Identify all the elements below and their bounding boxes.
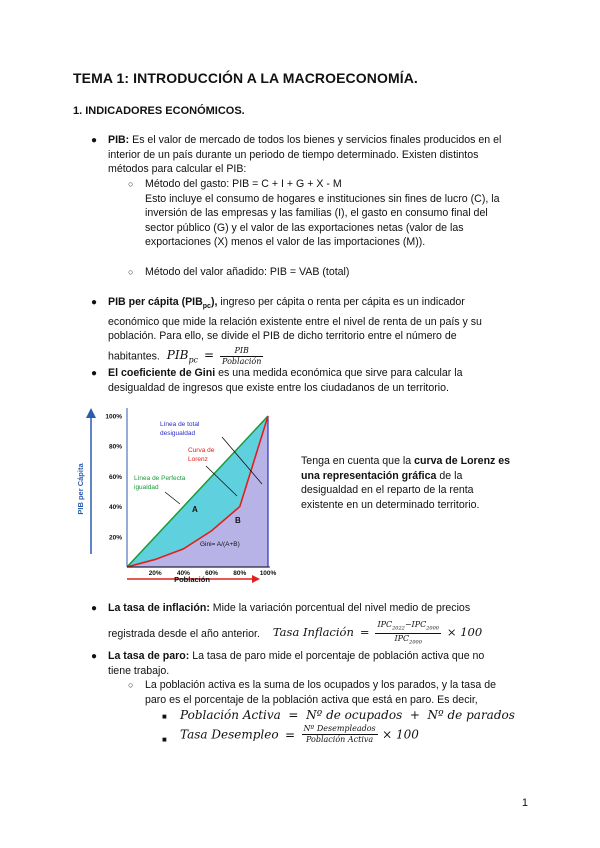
y-tick-label: 60% (108, 473, 122, 481)
gasto-text: inversión de las empresas y las familias (I), el gasto en consumo final del (145, 207, 488, 219)
times-100: × 100 (382, 727, 419, 742)
pib-paragraph (108, 133, 538, 177)
note-text: existente en un determinado territorio. (301, 498, 480, 511)
inflacion-term: La tasa de inflación: (108, 602, 210, 614)
inflacion-text: Mide la variación porcentual del nivel medio de precios (209, 602, 471, 614)
gasto-text: sector público (G) y el valor de las exportaciones netas (valor de las (145, 221, 464, 234)
pibpc-fraction: $\frac{\text{PIB}}{\text{Población}}$ (222, 345, 262, 366)
pibpc-paragraph (108, 295, 538, 368)
x-tick-label: 40% (176, 570, 190, 577)
label-total-desigualdad: desigualdad (160, 430, 196, 437)
pib-text: métodos para calcular el PIB: (108, 163, 247, 175)
lorenz-chart (72, 404, 294, 586)
gasto-text: exportaciones (X) menos el valor de las importaciones (M)). (145, 236, 426, 248)
bullet-icon: ● (91, 651, 98, 662)
bullet-icon: ● (91, 297, 98, 308)
label-perfecta-igualdad: igualdad (134, 484, 159, 491)
gini-paragraph (108, 366, 538, 395)
y-axis-label: PIB per Cápita (76, 463, 85, 515)
y-tick-label: 100% (105, 413, 122, 421)
label-curva-lorenz: Lorenz (188, 456, 208, 463)
inflacion-fraction: $\frac{IPC_{2022}-IPC_{2000}}{IPC_{2000}}$ (377, 619, 439, 646)
pibpc-text: ingreso per cápita o renta per cápita es un indicador (217, 296, 465, 308)
paro-sub-text: La población activa es la suma de los ocupados y los parados, y la tasa de (145, 679, 496, 691)
bullet-icon: ● (91, 603, 98, 614)
note-text: desigualdad en el reparto de la renta (301, 484, 474, 496)
label-area-b: B (235, 516, 241, 525)
x-tick-label: 100% (259, 570, 277, 577)
lorenz-note (301, 454, 531, 512)
bullet-icon: ● (91, 135, 98, 146)
tasa-desempleo-lhs: Tasa Desempleo (180, 727, 279, 742)
inflacion-paragraph (108, 601, 548, 646)
equals-sign: = (359, 625, 370, 640)
square-bullet-icon: ■ (162, 712, 167, 721)
x-tick-label: 80% (233, 570, 247, 577)
metodo-gasto (145, 177, 545, 250)
label-area-a: A (192, 505, 198, 514)
desempleo-fraction: $\frac{\text{Nº Desempleados}}{\text{Población Activa}}$ (303, 724, 376, 744)
paro-term: La tasa de paro: (108, 650, 190, 662)
pibpc-formula-lhs: $PIB_{pc}$ (166, 347, 199, 365)
section-heading: 1. INDICADORES ECONÓMICOS. (73, 105, 245, 117)
pib-text: Es el valor de mercado de todos los bienes y servicios finales producidos en el (129, 134, 502, 146)
paro-text: tiene trabajo. (108, 664, 170, 677)
equals-sign: = (285, 727, 296, 742)
pibpc-text: económico que mide la relación existente entre el nivel de renta de un país y su (108, 315, 482, 328)
page-title: TEMA 1: INTRODUCCIÓN A LA MACROECONOMÍA. (73, 70, 418, 86)
pibpc-term: PIB per cápita $(PIB_{pc})$, (108, 296, 218, 311)
metodo-vab: Método del valor añadido: PIB = VAB (total) (145, 266, 350, 278)
square-bullet-icon: ■ (162, 735, 167, 744)
paro-sub (145, 678, 545, 707)
annotation-arrow-perfecta (165, 492, 180, 504)
y-arrow-head-icon (86, 408, 96, 418)
note-text: de la (436, 469, 463, 482)
gasto-text: Esto incluye el consumo de hogares e instituciones sin fines de lucro (C), la (145, 192, 500, 205)
page-number: 1 (521, 797, 528, 809)
label-gini-formula: Gini= A/(A+B) (200, 541, 240, 548)
poblacion-activa-formula: Población Activa = Nº de ocupados + Nº de parados (180, 708, 515, 722)
tasa-desempleo-formula (180, 724, 419, 745)
y-tick-label: 20% (108, 534, 122, 542)
inflacion-formula-lhs: Tasa Inflación (272, 625, 354, 640)
note-text: Tenga en cuenta que la (301, 455, 415, 467)
label-total-desigualdad: Línea de total (160, 421, 200, 428)
circle-bullet-icon: ○ (128, 179, 134, 189)
pib-term: PIB: (108, 134, 130, 146)
inflacion-text: registrada desde el año anterior. (108, 627, 260, 640)
pibpc-text: población. Para ello, se divide el PIB de dicho territorio entre el número de (108, 330, 457, 343)
paro-text: La tasa de paro mide el porcentaje de población activa que no (189, 650, 485, 662)
times-100: × 100 (446, 625, 483, 640)
note-bold: una representación gráfica (301, 469, 437, 482)
x-axis-label: Población (174, 575, 210, 584)
x-tick-label: 60% (205, 570, 219, 577)
gini-text: desigualdad de ingresos que existe entre los ciudadanos de un territorio. (108, 381, 449, 394)
gini-term: El coeficiente de Gini (108, 367, 216, 379)
bullet-icon: ● (91, 368, 98, 379)
pib-text: interior de un país durante un periodo de tiempo determinado. Existen distintos (108, 148, 479, 161)
circle-bullet-icon: ○ (128, 267, 134, 277)
label-curva-lorenz: Curva de (188, 447, 215, 454)
equals-sign: = (204, 347, 215, 362)
x-tick-label: 20% (148, 570, 162, 577)
y-tick-label: 40% (108, 504, 122, 512)
gasto-formula: Método del gasto: PIB = C + I + G + X - M (145, 178, 342, 190)
paro-sub-text: paro es el porcentaje de la población activa que está en paro. Es decir, (145, 693, 478, 706)
gini-text: es una medida económica que sirve para calcular la (215, 367, 463, 379)
paro-paragraph (108, 649, 538, 678)
note-bold: curva de Lorenz es (414, 455, 511, 467)
circle-bullet-icon: ○ (128, 680, 134, 690)
pibpc-text: habitantes. (108, 349, 160, 362)
label-perfecta-igualdad: Línea de Perfecta (134, 475, 186, 482)
y-tick-label: 80% (108, 443, 122, 451)
